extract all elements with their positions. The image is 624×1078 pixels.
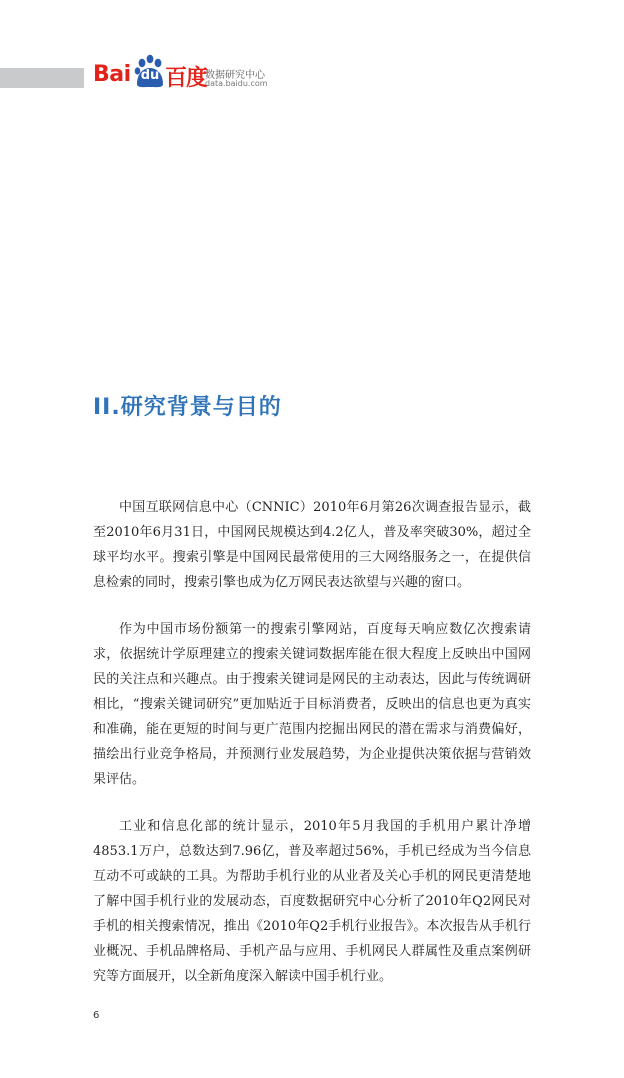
logo-du-text: du (140, 68, 160, 83)
page-number: 6 (93, 1010, 100, 1021)
logo-bai-text: Bai (93, 62, 131, 87)
logo-subtitle-en: data.baidu.com (205, 79, 268, 88)
paragraph-2: 作为中国市场份额第一的搜索引擎网站，百度每天响应数亿次搜索请求，依据统计学原理建立的搜索关键词数据库能在很大程度上反映出中国网民的关注点和兴趣点。由于搜索关键词是网民的主动表达，因此与传统调研相比，“搜索关键词研究”更加贴近于目标消费者，反映出的信息也更为真实和准确，能在更短的时间与更广范围内挖掘出网民的潜在需求与消费偏好，描绘出行业竞争格局，并预测行业发展趋势，为企业提供决策依据与营销效果评估。 (93, 622, 531, 787)
body-text (93, 495, 531, 1011)
paragraph-1: 中国互联网信息中心（CNNIC）2010年6月第26次调查报告显示，截至2010年6月31日，中国网民规模达到4.2亿人，普及率突破30%，超过全球平均水平。搜索引擎是中国网民最常使用的三大网络服务之一，在提供信息检索的同时，搜索引擎也成为亿万网民表达欲望与兴趣的窗口。 (93, 500, 531, 590)
paragraph-3: 工业和信息化部的统计显示，2010年5月我国的手机用户累计净增4853.1万户，总数达到7.96亿，普及率超过56%，手机已经成为当今信息互动不可或缺的工具。为帮助手机行业的从业者及关心手机的网民更清楚地了解中国手机行业的发展动态，百度数据研究中心分析了2010年Q2网民对手机的相关搜索情况，推出《2010年Q2手机行业报告》。本次报告从手机行业概况、手机品牌格局、手机产品与应用、手机网民人群属性及重点案例研究等方面展开，以全新角度深入解读中国手机行业。 (93, 819, 531, 984)
logo-subtitle-cn: 数据研究中心 (205, 70, 265, 81)
logo-chinese-text: 百度 (165, 66, 208, 91)
section-title: II.研究背景与目的 (93, 395, 282, 420)
baidu-logo (93, 52, 293, 92)
header-gray-bar (0, 68, 84, 88)
